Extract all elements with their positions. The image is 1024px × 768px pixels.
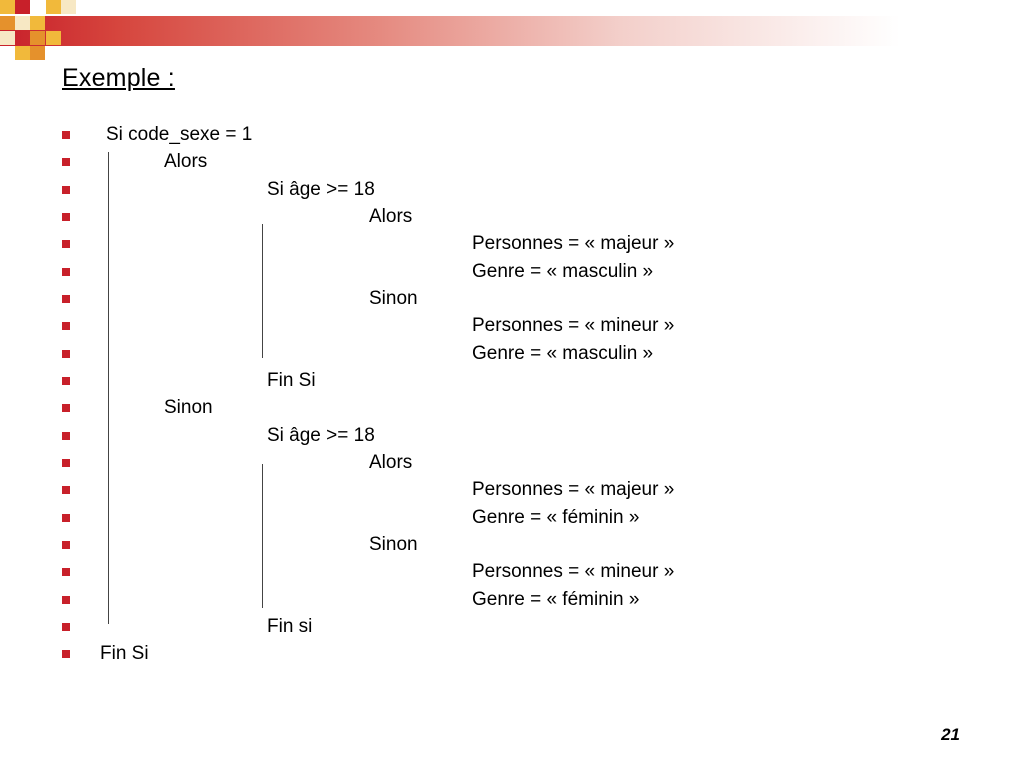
bullet-icon: [62, 596, 70, 604]
decor-square: [0, 16, 15, 30]
decor-square: [15, 16, 30, 30]
bullet-icon: [62, 541, 70, 549]
bullet-icon: [62, 295, 70, 303]
decor-square: [61, 0, 76, 14]
decor-square: [0, 0, 15, 14]
code-line: Si âge >= 18: [267, 425, 375, 446]
decor-square: [15, 0, 30, 14]
code-line: Alors: [369, 452, 413, 473]
bullet-icon: [62, 432, 70, 440]
decor-square: [30, 31, 45, 45]
bullet-icon: [62, 486, 70, 494]
bullet-icon: [62, 377, 70, 385]
bullet-icon: [62, 240, 70, 248]
code-line: Personnes = « majeur »: [472, 233, 675, 254]
code-line: Personnes = « mineur »: [472, 315, 675, 336]
code-line: Fin Si: [100, 643, 149, 664]
bullet-icon: [62, 186, 70, 194]
code-line: Si âge >= 18: [267, 179, 375, 200]
nesting-line: [262, 464, 263, 608]
bullet-icon: [62, 131, 70, 139]
code-line: Fin Si: [267, 370, 316, 391]
bullet-icon: [62, 158, 70, 166]
bullet-icon: [62, 514, 70, 522]
code-line: Sinon: [369, 534, 418, 555]
decor-square: [0, 31, 15, 45]
bullet-icon: [62, 459, 70, 467]
bullet-icon: [62, 322, 70, 330]
code-line: Fin si: [267, 616, 313, 637]
slide-title: Exemple :: [62, 64, 175, 92]
header-gradient-bar: [0, 16, 1024, 46]
code-line: Sinon: [164, 397, 213, 418]
bullet-icon: [62, 650, 70, 658]
page-number: 21: [941, 725, 960, 744]
code-line: Genre = « féminin »: [472, 589, 640, 610]
bullet-icon: [62, 213, 70, 221]
decor-square: [30, 16, 45, 30]
code-line: Genre = « féminin »: [472, 507, 640, 528]
decor-square: [15, 46, 30, 60]
bullet-icon: [62, 268, 70, 276]
code-line: Personnes = « majeur »: [472, 479, 675, 500]
code-line: Personnes = « mineur »: [472, 561, 675, 582]
bullet-icon: [62, 568, 70, 576]
code-line: Si code_sexe = 1: [106, 124, 253, 145]
nesting-line: [108, 152, 109, 624]
bullet-icon: [62, 404, 70, 412]
code-line: Alors: [164, 151, 208, 172]
code-line: Alors: [369, 206, 413, 227]
code-line: Genre = « masculin »: [472, 343, 654, 364]
code-line: Sinon: [369, 288, 418, 309]
decor-square: [46, 31, 61, 45]
bullet-icon: [62, 350, 70, 358]
bullet-icon: [62, 623, 70, 631]
decor-square: [30, 46, 45, 60]
decor-square: [46, 0, 61, 14]
nesting-line: [262, 224, 263, 358]
code-line: Genre = « masculin »: [472, 261, 654, 282]
